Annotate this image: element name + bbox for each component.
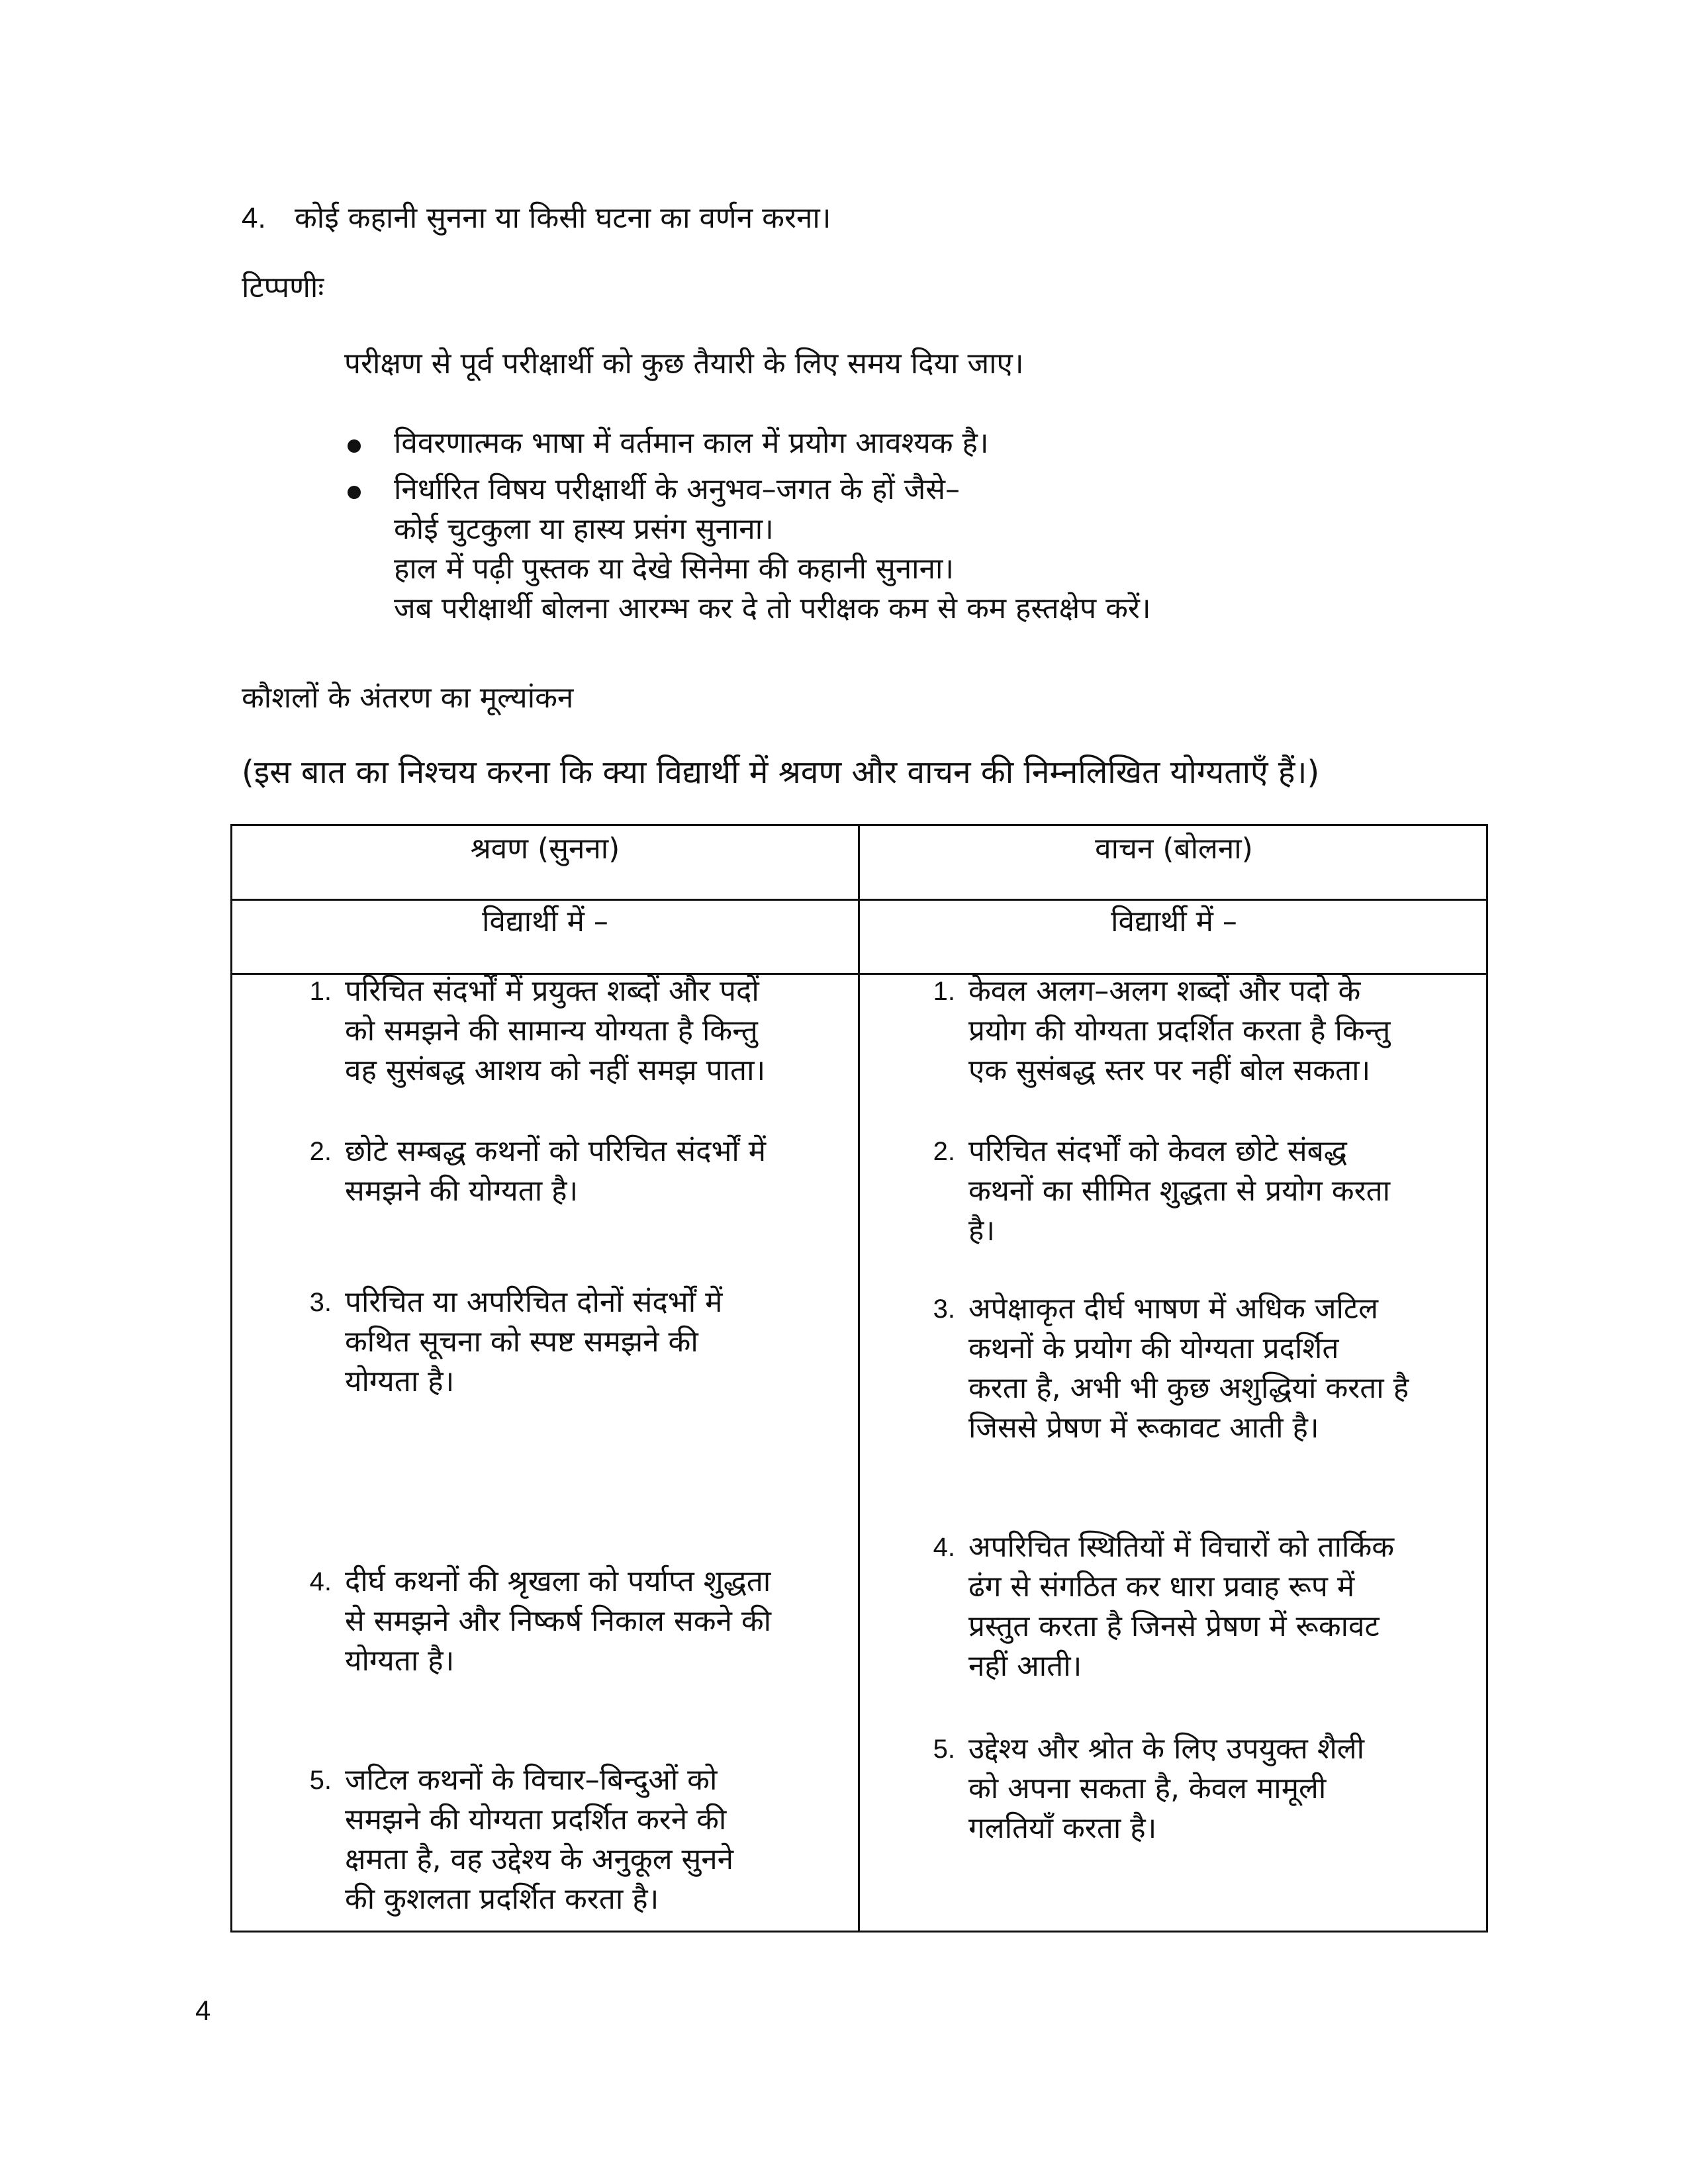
listening-item-3	[309, 1283, 861, 1402]
bullet-dot-icon	[348, 486, 361, 499]
item-line: योग्यता है।	[345, 1644, 455, 1678]
listening-item-1	[309, 972, 861, 1091]
item-line: गलतियाँ करता है।	[968, 1811, 1157, 1845]
item-line: कथनों के प्रयोग की योग्यता प्रदर्शित	[968, 1332, 1339, 1365]
item-line: क्षमता है, वह उद्देश्य के अनुकूल सुनने	[345, 1843, 734, 1876]
item-line: नहीं आती।	[968, 1649, 1082, 1683]
item-line: कथित सूचना को स्पष्ट समझने की	[345, 1325, 698, 1359]
listening-item-5	[309, 1760, 861, 1919]
item-number: 2.	[933, 1137, 955, 1166]
item-number: 5.	[309, 1766, 332, 1795]
row-divider	[232, 899, 1486, 901]
section-title: कौशलों के अंतरण का मूल्यांकन	[242, 681, 574, 715]
item-number: 1.	[309, 977, 332, 1006]
item-line: परिचित संदर्भों में प्रयुक्त शब्दों और पदों	[345, 974, 759, 1008]
speaking-item-3	[933, 1289, 1485, 1448]
item-line: है।	[968, 1214, 996, 1248]
item-line: की कुशलता प्रदर्शित करता है।	[345, 1882, 659, 1916]
bullet-line: निर्धारित विषय परीक्षार्थी के अनुभव–जगत के हों जैसे–	[394, 473, 960, 506]
bullet-item	[344, 424, 1151, 463]
subheader-listening: विद्यार्थी में –	[482, 905, 608, 938]
list-item-text: कोई कहानी सुनना या किसी घटना का वर्णन करना।	[295, 201, 831, 235]
item-line: को अपना सकता है, केवल मामूली	[968, 1772, 1327, 1805]
item-line: समझने की योग्यता प्रदर्शित करने की	[345, 1803, 727, 1837]
listening-item-2	[309, 1132, 861, 1211]
bullet-dot-icon	[348, 439, 361, 453]
subheader-speaking: विद्यार्थी में –	[1111, 905, 1237, 938]
list-item-4	[242, 199, 831, 238]
item-line: एक सुसंबद्ध स्तर पर नहीं बोल सकता।	[968, 1054, 1371, 1087]
item-line: परिचित या अपरिचित दोनों संदर्भों में	[345, 1285, 723, 1319]
speaking-item-5	[933, 1729, 1485, 1848]
note-title: टिप्पणीः	[242, 271, 324, 304]
item-line: योग्यता है।	[345, 1365, 455, 1398]
section-note: (इस बात का निश्चय करना कि क्या विद्यार्थी में श्रवण और वाचन की निम्नलिखित योग्यताएँ हैं।)	[242, 754, 1320, 791]
listening-item-4	[309, 1562, 861, 1681]
header-speaking: वाचन (बोलना)	[1095, 832, 1253, 866]
item-number: 4.	[933, 1533, 955, 1562]
item-line: से समझने और निष्कर्ष निकाल सकने की	[345, 1604, 772, 1638]
speaking-item-2	[933, 1132, 1485, 1251]
item-line: अपरिचित स्थितियों में विचारों को तार्किक	[968, 1530, 1395, 1564]
header-listening: श्रवण (सुनना)	[470, 832, 620, 866]
item-line: उद्देश्य और श्रोत के लिए उपयुक्त शैली	[968, 1732, 1364, 1766]
bullet-item	[344, 470, 1151, 629]
bullet-line: विवरणात्मक भाषा में वर्तमान काल में प्रयोग आवश्यक है।	[394, 426, 989, 460]
item-number: 5.	[933, 1735, 955, 1764]
bullet-line: कोई चुटकुला या हास्य प्रसंग सुनाना।	[394, 512, 774, 546]
bullet-line: हाल में पढ़ी पुस्तक या देखे सिनेमा की कहानी सुनाना।	[394, 552, 955, 586]
list-item-number: 4.	[242, 202, 266, 234]
item-line: को समझने की सामान्य योग्यता है किन्तु	[345, 1014, 758, 1048]
item-line: प्रयोग की योग्यता प्रदर्शित करता है किन्तु	[968, 1014, 1391, 1048]
item-number: 2.	[309, 1137, 332, 1166]
item-line: छोटे सम्बद्ध कथनों को परिचित संदर्भों में	[345, 1134, 767, 1168]
item-line: जिससे प्रेषण में रूकावट आती है।	[968, 1411, 1319, 1445]
page-number: 4	[195, 1995, 211, 2026]
item-line: करता है, अभी भी कुछ अशुद्धियां करता है	[968, 1371, 1409, 1405]
item-line: जटिल कथनों के विचार–बिन्दुओं को	[345, 1763, 718, 1797]
item-line: केवल अलग–अलग शब्दों और पदो के	[968, 974, 1361, 1008]
item-number: 3.	[309, 1288, 332, 1317]
item-number: 1.	[933, 977, 955, 1006]
note-bullet-list	[344, 424, 1151, 629]
speaking-item-1	[933, 972, 1485, 1091]
item-number: 4.	[309, 1567, 332, 1596]
skills-table	[230, 824, 1488, 1933]
item-line: प्रस्तुत करता है जिनसे प्रेषण में रूकावट	[968, 1610, 1380, 1643]
item-line: ढंग से संगठित कर धारा प्रवाह रूप में	[968, 1570, 1355, 1604]
item-line: वह सुसंबद्ध आशय को नहीं समझ पाता।	[345, 1054, 766, 1087]
item-line: समझने की योग्यता है।	[345, 1174, 579, 1208]
item-line: परिचित संदर्भों को केवल छोटे संबद्ध	[968, 1134, 1347, 1168]
item-line: अपेक्षाकृत दीर्घ भाषण में अधिक जटिल	[968, 1292, 1378, 1326]
note-paragraph: परीक्षण से पूर्व परीक्षार्थी को कुछ तैयारी के लिए समय दिया जाए।	[344, 347, 1024, 381]
speaking-item-4	[933, 1527, 1485, 1686]
item-line: दीर्घ कथनों की श्रृखला को पर्याप्त शुद्धता	[345, 1565, 771, 1598]
item-number: 3.	[933, 1295, 955, 1324]
item-line: कथनों का सीमित शुद्धता से प्रयोग करता	[968, 1174, 1391, 1208]
bullet-line: जब परीक्षार्थी बोलना आरम्भ कर दे तो परीक्षक कम से कम हस्तक्षेप करें।	[394, 592, 1151, 625]
